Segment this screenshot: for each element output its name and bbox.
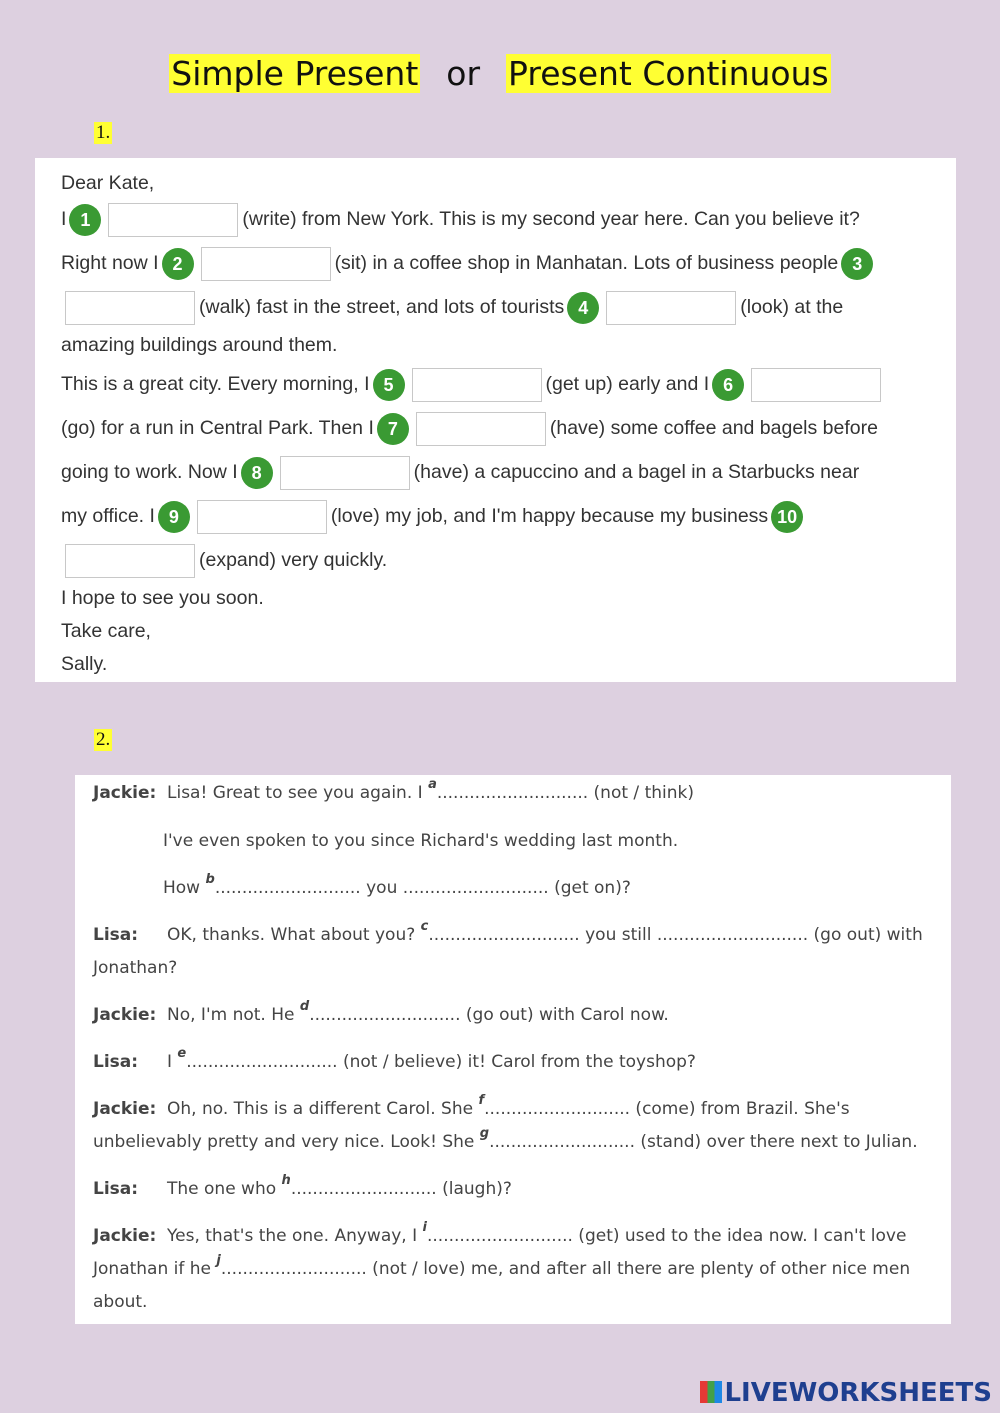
speaker-name: Lisa: <box>93 925 139 945</box>
letter-line <box>61 362 956 406</box>
gap-letter: g <box>479 1126 490 1141</box>
question-number-badge: 7 <box>377 413 409 445</box>
letter-text: I hope to see you soon. <box>61 587 264 609</box>
letter-line <box>61 494 956 538</box>
letter-text: This is a great city. Every morning, I <box>61 373 370 395</box>
page-title <box>0 54 1000 93</box>
dialogue-text: ........................... (come) from Brazil. She's <box>484 1099 850 1119</box>
section-2-number: 2. <box>96 729 111 750</box>
dialogue-text: unbelievably pretty and very nice. Look! She <box>93 1132 480 1152</box>
dialogue-text: about. <box>93 1292 148 1312</box>
speaker-name: Lisa: <box>93 1179 139 1199</box>
gap-letter: e <box>177 1046 187 1061</box>
answer-input[interactable] <box>197 500 327 534</box>
letter-text: Sally. <box>61 653 108 675</box>
gap-letter: i <box>422 1220 427 1235</box>
dialogue-line <box>93 1173 512 1199</box>
dialogue-line <box>93 777 694 803</box>
letter-line <box>61 329 956 362</box>
exercise-1-panel <box>35 158 956 682</box>
dialogue-text: ........................... (stand) over there next to Julian. <box>489 1132 918 1152</box>
speaker-name: Lisa: <box>93 1052 139 1072</box>
section-1-number: 1. <box>96 122 111 143</box>
question-number-badge: 5 <box>373 369 405 401</box>
gap-letter: b <box>205 872 215 887</box>
letter-text: (have) some coffee and bagels before <box>549 417 878 439</box>
dialogue-line <box>93 1220 907 1246</box>
question-number-badge: 3 <box>841 248 873 280</box>
letter-text: (go) for a run in Central Park. Then I <box>61 417 374 439</box>
dialogue-text: OK, thanks. What about you? <box>167 925 421 945</box>
answer-input[interactable] <box>606 291 736 325</box>
title-present-continuous: Present Continuous <box>508 54 829 93</box>
answer-input[interactable] <box>412 368 542 402</box>
question-number-badge: 9 <box>158 501 190 533</box>
letter-line <box>61 648 956 681</box>
liveworksheets-logo <box>700 1378 992 1408</box>
question-number-badge: 1 <box>69 204 101 236</box>
letter-text: (have) a capuccino and a bagel in a Starbucks near <box>413 461 860 483</box>
letter-text: Take care, <box>61 620 151 642</box>
gap-letter: a <box>428 777 437 792</box>
question-number-badge: 6 <box>712 369 744 401</box>
dialogue-text: The one who <box>167 1179 282 1199</box>
gap-letter: j <box>216 1253 221 1268</box>
dialogue-line <box>93 1253 911 1279</box>
dialogue-line <box>93 1126 918 1152</box>
letter-text: I <box>61 208 67 230</box>
answer-input[interactable] <box>751 368 881 402</box>
logo-mark-icon <box>700 1381 722 1403</box>
dialogue-text: ........................... you ........................... (get on)? <box>214 878 631 898</box>
dialogue-text: ............................ (not / think) <box>436 783 694 803</box>
letter-text: my office. I <box>61 505 155 527</box>
dialogue-text: ............................ (go out) with Carol now. <box>309 1005 669 1025</box>
speaker-name: Jackie: <box>93 1099 157 1119</box>
dialogue-line <box>93 958 177 978</box>
dialogue-text: ............................ (not / believe) it! Carol from the toyshop? <box>186 1052 696 1072</box>
letter-text: (walk) fast in the street, and lots of tourists <box>199 296 565 318</box>
answer-input[interactable] <box>416 412 546 446</box>
answer-input[interactable] <box>108 203 238 237</box>
letter-line <box>61 241 956 285</box>
dialogue-line <box>93 1093 850 1119</box>
dialogue-line <box>93 999 669 1025</box>
answer-input[interactable] <box>65 291 195 325</box>
question-number-badge: 2 <box>162 248 194 280</box>
letter-line <box>61 450 956 494</box>
dialogue-text: ............................ you still ............................ (go out) with <box>428 925 923 945</box>
speaker-name: Jackie: <box>93 783 157 803</box>
question-number-badge: 4 <box>567 292 599 324</box>
dialogue-text: ........................... (not / love) me, and after all there are plenty of other nice men <box>220 1259 911 1279</box>
letter-line <box>61 406 956 450</box>
answer-input[interactable] <box>65 544 195 578</box>
dialogue-text: Jonathan? <box>93 958 178 978</box>
gap-letter: f <box>478 1093 485 1108</box>
exercise-2-panel <box>75 775 951 1324</box>
logo-text: LIVEWORKSHEETS <box>724 1378 992 1408</box>
letter-text: (write) from New York. This is my second year here. Can you believe it? <box>242 208 860 230</box>
letter-text: (get up) early and I <box>545 373 710 395</box>
dialogue-text: Lisa! Great to see you again. I <box>167 783 429 803</box>
letter-line <box>61 170 956 197</box>
gap-letter: c <box>420 919 429 934</box>
dialogue-text: How <box>163 878 206 898</box>
letter-line <box>61 285 956 329</box>
gap-letter: h <box>281 1173 291 1188</box>
dialogue-text: No, I'm not. He <box>167 1005 300 1025</box>
letter-text: going to work. Now I <box>61 461 238 483</box>
dialogue-line <box>93 1046 696 1072</box>
dialogue-text: I've even spoken to you since Richard's wedding last month. <box>163 831 679 851</box>
speaker-name: Jackie: <box>93 1226 157 1246</box>
letter-text: (expand) very quickly. <box>199 549 388 571</box>
speaker-name: Jackie: <box>93 1005 157 1025</box>
question-number-badge: 10 <box>771 501 803 533</box>
letter-line <box>61 197 956 241</box>
dialogue-line <box>93 1292 147 1312</box>
title-or: or <box>446 54 481 93</box>
letter-line <box>61 582 956 615</box>
letter-text: Dear Kate, <box>61 172 155 194</box>
letter-text: (look) at the <box>740 296 844 318</box>
dialogue-text: ........................... (get) used to the idea now. I can't love <box>427 1226 907 1246</box>
dialogue-text: Yes, that's the one. Anyway, I <box>167 1226 423 1246</box>
answer-input[interactable] <box>280 456 410 490</box>
question-number-badge: 8 <box>241 457 273 489</box>
letter-text: (love) my job, and I'm happy because my business <box>330 505 769 527</box>
gap-letter: d <box>299 999 310 1014</box>
letter-line <box>61 538 956 582</box>
dialogue-line <box>93 919 923 945</box>
title-simple-present: Simple Present <box>171 54 419 93</box>
dialogue-text: Jonathan if he <box>93 1259 217 1279</box>
dialogue-line <box>163 872 631 898</box>
letter-text: amazing buildings around them. <box>61 334 338 356</box>
answer-input[interactable] <box>201 247 331 281</box>
letter-line <box>61 615 956 648</box>
dialogue-text: I <box>167 1052 178 1072</box>
dialogue-text: ........................... (laugh)? <box>290 1179 512 1199</box>
letter-text: (sit) in a coffee shop in Manhatan. Lots of business people <box>334 252 839 274</box>
dialogue-line <box>163 831 678 851</box>
letter-text: Right now I <box>61 252 159 274</box>
dialogue-text: Oh, no. This is a different Carol. She <box>167 1099 479 1119</box>
